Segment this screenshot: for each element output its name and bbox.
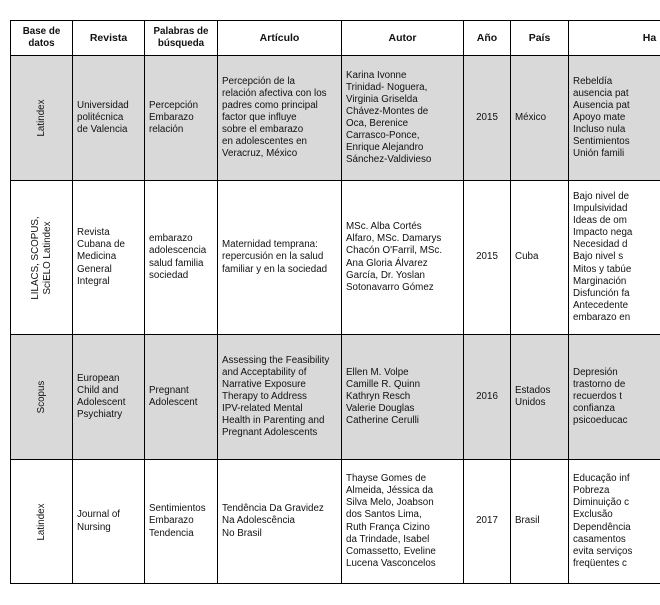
cell-palabras: Percepción Embarazo relación <box>145 56 218 181</box>
cell-pais: México <box>511 56 569 181</box>
cell-base: Latindex <box>11 460 73 584</box>
cell-autor: MSc. Alba Cortés Alfaro, MSc. Damarys Chacón O'Farril, MSc. Ana Gloria Álvarez García, Dr. Yoslan Sotonavarro Gómez <box>342 181 464 335</box>
header-autor: Autor <box>342 21 464 56</box>
header-pais: País <box>511 21 569 56</box>
header-articulo: Artículo <box>218 21 342 56</box>
cell-base: LILACS, SCOPUS, SciELO Latindex <box>11 181 73 335</box>
header-ano: Año <box>464 21 511 56</box>
cell-articulo: Assessing the Feasibility and Acceptability of Narrative Exposure Therapy to Address IPV-related Mental Health in Parenting and Pregnant Adolescents <box>218 335 342 460</box>
cell-articulo: Percepción de la relación afectiva con los padres como principal factor que influye sobre el embarazo en adolescentes en Veracruz, México <box>218 56 342 181</box>
cell-articulo: Maternidad temprana: repercusión en la salud familiar y en la sociedad <box>218 181 342 335</box>
cell-autor: Thayse Gomes de Almeida, Jéssica da Silva Melo, Joabson dos Santos Lima, Ruth França Cizino da Trindade, Isabel Comassetto, Eveline Lucena Vasconcelos <box>342 460 464 584</box>
cell-hallazgos: Bajo nivel de Impulsividad Ideas de om Impacto nega Necesidad d Bajo nivel s Mitos y tabúe Marginación Disfunción fa Antecedente embarazo en <box>569 181 660 335</box>
cell-palabras: Pregnant Adolescent <box>145 335 218 460</box>
cell-pais: Brasil <box>511 460 569 584</box>
cell-pais: Cuba <box>511 181 569 335</box>
cell-autor: Ellen M. Volpe Camille R. Quinn Kathryn Resch Valerie Douglas Catherine Cerulli <box>342 335 464 460</box>
cell-revista: Journal of Nursing <box>73 460 145 584</box>
header-hallazgos: Ha <box>569 21 660 56</box>
literature-review-table <box>10 20 660 584</box>
cell-hallazgos: Rebeldía ausencia pat Ausencia pat Apoyo mate Incluso nula Sentimientos Unión famili <box>569 56 660 181</box>
cell-revista: European Child and Adolescent Psychiatry <box>73 335 145 460</box>
cell-hallazgos: Educação inf Pobreza Diminuição c Exclusão Dependência casamentos evita serviços freqüentes c <box>569 460 660 584</box>
cell-articulo: Tendência Da Gravidez Na Adolescência No Brasil <box>218 460 342 584</box>
table-row <box>11 56 660 181</box>
cell-base: Latindex <box>11 56 73 181</box>
cell-base: Scopus <box>11 335 73 460</box>
cell-ano: 2015 <box>464 181 511 335</box>
cell-ano: 2015 <box>464 56 511 181</box>
cell-ano: 2017 <box>464 460 511 584</box>
cell-revista: Universidad politécnica de Valencia <box>73 56 145 181</box>
cell-palabras: embarazo adolescencia salud familia sociedad <box>145 181 218 335</box>
cell-palabras: Sentimientos Embarazo Tendencia <box>145 460 218 584</box>
table-row <box>11 460 660 584</box>
cell-autor: Karina Ivonne Trinidad- Noguera, Virginia Griselda Chávez-Montes de Oca, Berenice Carrasco-Ponce, Enrique Alejandro Sánchez-Valdivieso <box>342 56 464 181</box>
cell-revista: Revista Cubana de Medicina General Integral <box>73 181 145 335</box>
header-palabras: Palabras de búsqueda <box>145 21 218 56</box>
cell-hallazgos: Depresión trastorno de recuerdos t confianza psicoeducac <box>569 335 660 460</box>
cell-ano: 2016 <box>464 335 511 460</box>
header-revista: Revista <box>73 21 145 56</box>
table-row <box>11 335 660 460</box>
cell-pais: Estados Unidos <box>511 335 569 460</box>
table-row <box>11 181 660 335</box>
literature-review-table-container <box>10 20 660 586</box>
header-row <box>11 21 660 56</box>
header-base-de-datos: Base de datos <box>11 21 73 56</box>
